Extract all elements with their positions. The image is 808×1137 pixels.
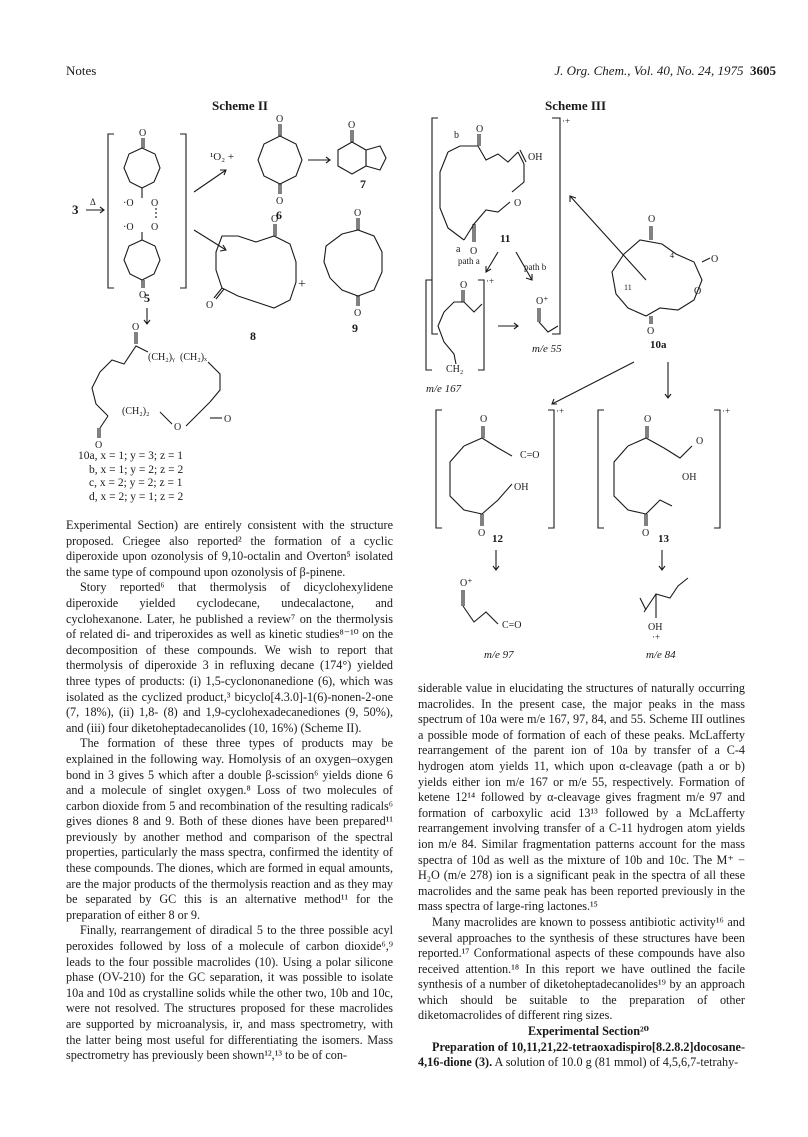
compound-10a-label: 10a — [650, 339, 667, 351]
paragraph: Finally, rearrangement of diradical 5 to the three possible acyl peroxides followed by loss of a molecule of carbon dioxide⁶,⁹ leads to the four possible macrolides (10). Using a polar silicone phase (OV-210) for the GC separation, it was possible to isolate 10a and 10d as crystalline solids while the other two, 10b and 10c, were not resolved. The structures proposed for these macrolides are supported by microanalysis, ir, and mass spectrometry, with the latter being most useful for differentiating the isomers. Mass spectrometry has previously been shown¹²,¹³ to be of con- — [66, 923, 393, 1063]
oxonium-label: O⁺ — [536, 296, 549, 307]
ring-oxygen-label: O — [224, 414, 232, 425]
ring-oxygen-label: O — [139, 290, 147, 301]
ring-oxygen-label: O — [276, 196, 284, 207]
ring-oxygen-label: O — [694, 286, 702, 297]
legend-row-10c: c, x = 2; y = 2; z = 1 — [89, 477, 183, 489]
left-text-column — [66, 518, 393, 1064]
ring-oxygen-label: O — [480, 414, 488, 425]
ring-oxygen-label: O — [470, 246, 478, 257]
ring-oxygen-label: O — [460, 280, 468, 291]
radical-cation-label: ·+ — [562, 116, 571, 126]
path-a-label: path a — [458, 256, 480, 266]
ring-oxygen-label: O — [648, 214, 656, 225]
preparation-heading: Preparation of 10,11,21,22-tetraoxadispiro[8.2.8.2]docosane-4,16-dione (3). — [418, 1039, 746, 1070]
experimental-section-heading: Experimental Section²⁰ — [527, 1024, 650, 1039]
chain-label-y: (CH₂)ᵧ — [148, 352, 175, 363]
ring-oxygen-label: O — [151, 222, 159, 233]
ring-oxygen-label: O — [354, 208, 362, 219]
hydroxyl-label: OH — [514, 482, 529, 493]
ring-oxygen-label: O — [206, 300, 214, 311]
paragraph: Story reported⁶ that thermolysis of dicyclohexylidene diperoxide yielded cyclodecane, undecalactone, and cyclohexanone. Later, he published a review⁷ on the thermolysis of related di- and triperoxides as well as kinetic studies⁸⁻¹⁰ on the decomposition of these compounds. We wish to report that thermolysis of diperoxide 3 in refluxing decane (174°) yielded three types of products: (i) 1,5-cyclononanedione (6), which was isolated as the cyclized product,³ bicyclo[4.3.0]-1(6)-nonen-2-one (7, 18%), (ii) 1,8- (8) and 1,9-cyclohexadecanediones (9, 50%), and (iii) four diketoheptadecanolides (10, 16%) (Scheme II). — [66, 580, 393, 735]
chain-label-z: (CH₂)₂ — [122, 406, 150, 417]
compound-3-label: 3 — [72, 202, 79, 217]
legend-row-10b: b, x = 1; y = 2; z = 2 — [89, 463, 184, 476]
hydroxyl-label: OH — [682, 472, 697, 483]
mass-97-label: m/e 97 — [484, 649, 514, 661]
radical-cation-label: ·+ — [486, 276, 495, 286]
compound-10-legend — [78, 450, 183, 504]
singlet-oxygen-label: ¹O₂ + — [210, 151, 235, 163]
ring-oxygen-label: O — [476, 124, 484, 135]
ring-oxygen-label: O — [642, 528, 650, 539]
carbon-4-label: 4 — [670, 251, 674, 260]
ring-oxygen-label: O — [478, 528, 486, 539]
scheme-2-title: Scheme II — [212, 98, 268, 113]
ring-oxygen-label: O — [644, 414, 652, 425]
radical-cation-label: ·+ — [652, 632, 661, 642]
ring-oxygen-label: O — [174, 422, 182, 433]
hydroxyl-label: OH — [648, 622, 663, 633]
hydroxyl-label: OH — [528, 152, 543, 163]
compound-13-label: 13 — [658, 533, 669, 545]
ketene-label: C=O — [520, 450, 540, 461]
ring-oxygen-label: O — [514, 198, 522, 209]
carbon-11-label: 11 — [624, 283, 632, 292]
compound-11-label: 11 — [500, 233, 511, 245]
mass-55-label: m/e 55 — [532, 343, 562, 355]
ring-oxygen-label: O — [271, 214, 279, 225]
cleavage-site-b: b — [454, 130, 459, 141]
oxyl-radical-label: ·O — [123, 198, 134, 209]
plus-sign: + — [298, 277, 306, 292]
heat-symbol: Δ — [90, 197, 96, 207]
ring-oxygen-label: O — [95, 440, 103, 451]
paragraph: The formation of these three types of products may be explained in the following way. Homolysis of an oxygen–oxygen bond in 3 gives 5 which after a double β-scission⁶ yields dione 6 and a molecule of singlet oxygen.⁸ Loss of two molecules of carbon dioxide from 5 and recombination of the resulting radicals⁶ gives diones 8 and 9. Both of these diones have been prepared¹¹ previously by another method and comparison of the spectral properties, particularly the mass spectra, confirmed the identity of these compounds. The diones, which are formed in equal amounts, are the major products of the thermolysis reaction and as they may be separated by GC this is an alternative method¹¹ for the preparation of either 8 or 9. — [66, 736, 393, 922]
ring-oxygen-label: O — [139, 128, 147, 139]
paragraph: Experimental Section) are entirely consistent with the structure proposed. Criegee also reported² the formation of a cyclic diperoxide upon ozonolysis of 9,10-octalin and Overton⁵ isolated the same type of compound upon ozonolysis of β-pinene. — [66, 518, 393, 579]
ring-oxygen-label: O — [276, 114, 284, 125]
mass-167-label: m/e 167 — [426, 383, 462, 395]
radical-cation-label: ·+ — [722, 406, 731, 416]
compound-9-label: 9 — [352, 321, 358, 335]
oxyl-radical-label: ·O — [123, 222, 134, 233]
radical-cation-label: ·+ — [556, 406, 565, 416]
methylene-label: CH₂ — [446, 364, 464, 375]
ring-oxygen-label: O — [647, 326, 655, 337]
oxonium-label: O⁺ — [460, 578, 473, 589]
legend-row-10d: d, x = 2; y = 1; z = 2 — [89, 490, 184, 503]
compound-12-label: 12 — [492, 533, 503, 545]
compound-6-label: 6 — [276, 208, 282, 222]
compound-7-label: 7 — [360, 177, 366, 191]
paragraph: siderable value in elucidating the structures of naturally occurring macrolides. In the present case, the major peaks in the mass spectrum of 10a were m/e 167, 97, 84, and 55. Scheme III outlines a possible mode of formation of each of these peaks. McLafferty rearrangement of the parent ion of 10a by transfer of a C-4 hydrogen atom yields 11, which upon α-cleavage (path a or b) yields either ion m/e 167 or m/e 55, respectively. Formation of ketene 12¹⁴ followed by α-cleavage gives fragment m/e 97 and formation of carboxylic acid 13¹³ followed by a McLafferty rearrangement involving transfer of a C-11 hydrogen atom yields ion m/e 84. Similar fragmentation patterns account for the mass spectra of 10d as well as the mixture of 10b and 10c. The M⁺ − H₂O (m/e 278) ion is a significant peak in the spectra of all these macrolides and the same peak has been reported previously in the mass spectra of large-ring lactones.¹⁵ — [418, 681, 745, 914]
compound-5-label: 5 — [144, 291, 150, 305]
mass-84-label: m/e 84 — [646, 649, 676, 661]
compound-8-label: 8 — [250, 329, 256, 343]
scheme-3-title: Scheme III — [545, 98, 607, 113]
preparation-text: A solution of 10.0 g (81 mmol) of 4,5,6,7-tetrahy- — [494, 1055, 739, 1070]
running-header-right — [554, 63, 776, 79]
legend-row-10a: 10a, x = 1; y = 3; z = 1 — [78, 450, 184, 462]
journal-citation: J. Org. Chem., Vol. 40, No. 24, 1975 — [554, 63, 744, 78]
paragraph — [418, 1040, 745, 1071]
scheme-3-figure — [424, 112, 754, 672]
ketene-label: C=O — [502, 620, 522, 631]
running-header-left: Notes — [66, 63, 97, 78]
ring-oxygen-label: O — [132, 322, 140, 333]
chain-label-x: (CH₂)ₓ — [180, 352, 207, 363]
scheme-2-figure — [60, 112, 400, 460]
paragraph: Many macrolides are known to possess antibiotic activity¹⁶ and several approaches to the synthesis of these structures have been reported.¹⁷ Conformational aspects of these compounds have also received attention.¹⁸ In this report we have outlined the facile synthesis of a number of diketoheptadecanolides¹⁹ by an approach which should be suitable to the preparation of other diketomacrolides of different ring sizes. — [418, 914, 745, 1023]
ring-oxygen-label: O — [711, 254, 719, 265]
ring-oxygen-label: O — [348, 120, 356, 131]
cleavage-site-a: a — [456, 244, 461, 255]
ring-oxygen-label: O — [151, 198, 159, 209]
page-number: 3605 — [750, 63, 776, 78]
path-b-label: path b — [524, 262, 547, 272]
ring-oxygen-label: O — [354, 308, 362, 319]
right-text-column — [418, 681, 745, 1071]
ring-oxygen-label: O — [696, 436, 704, 447]
